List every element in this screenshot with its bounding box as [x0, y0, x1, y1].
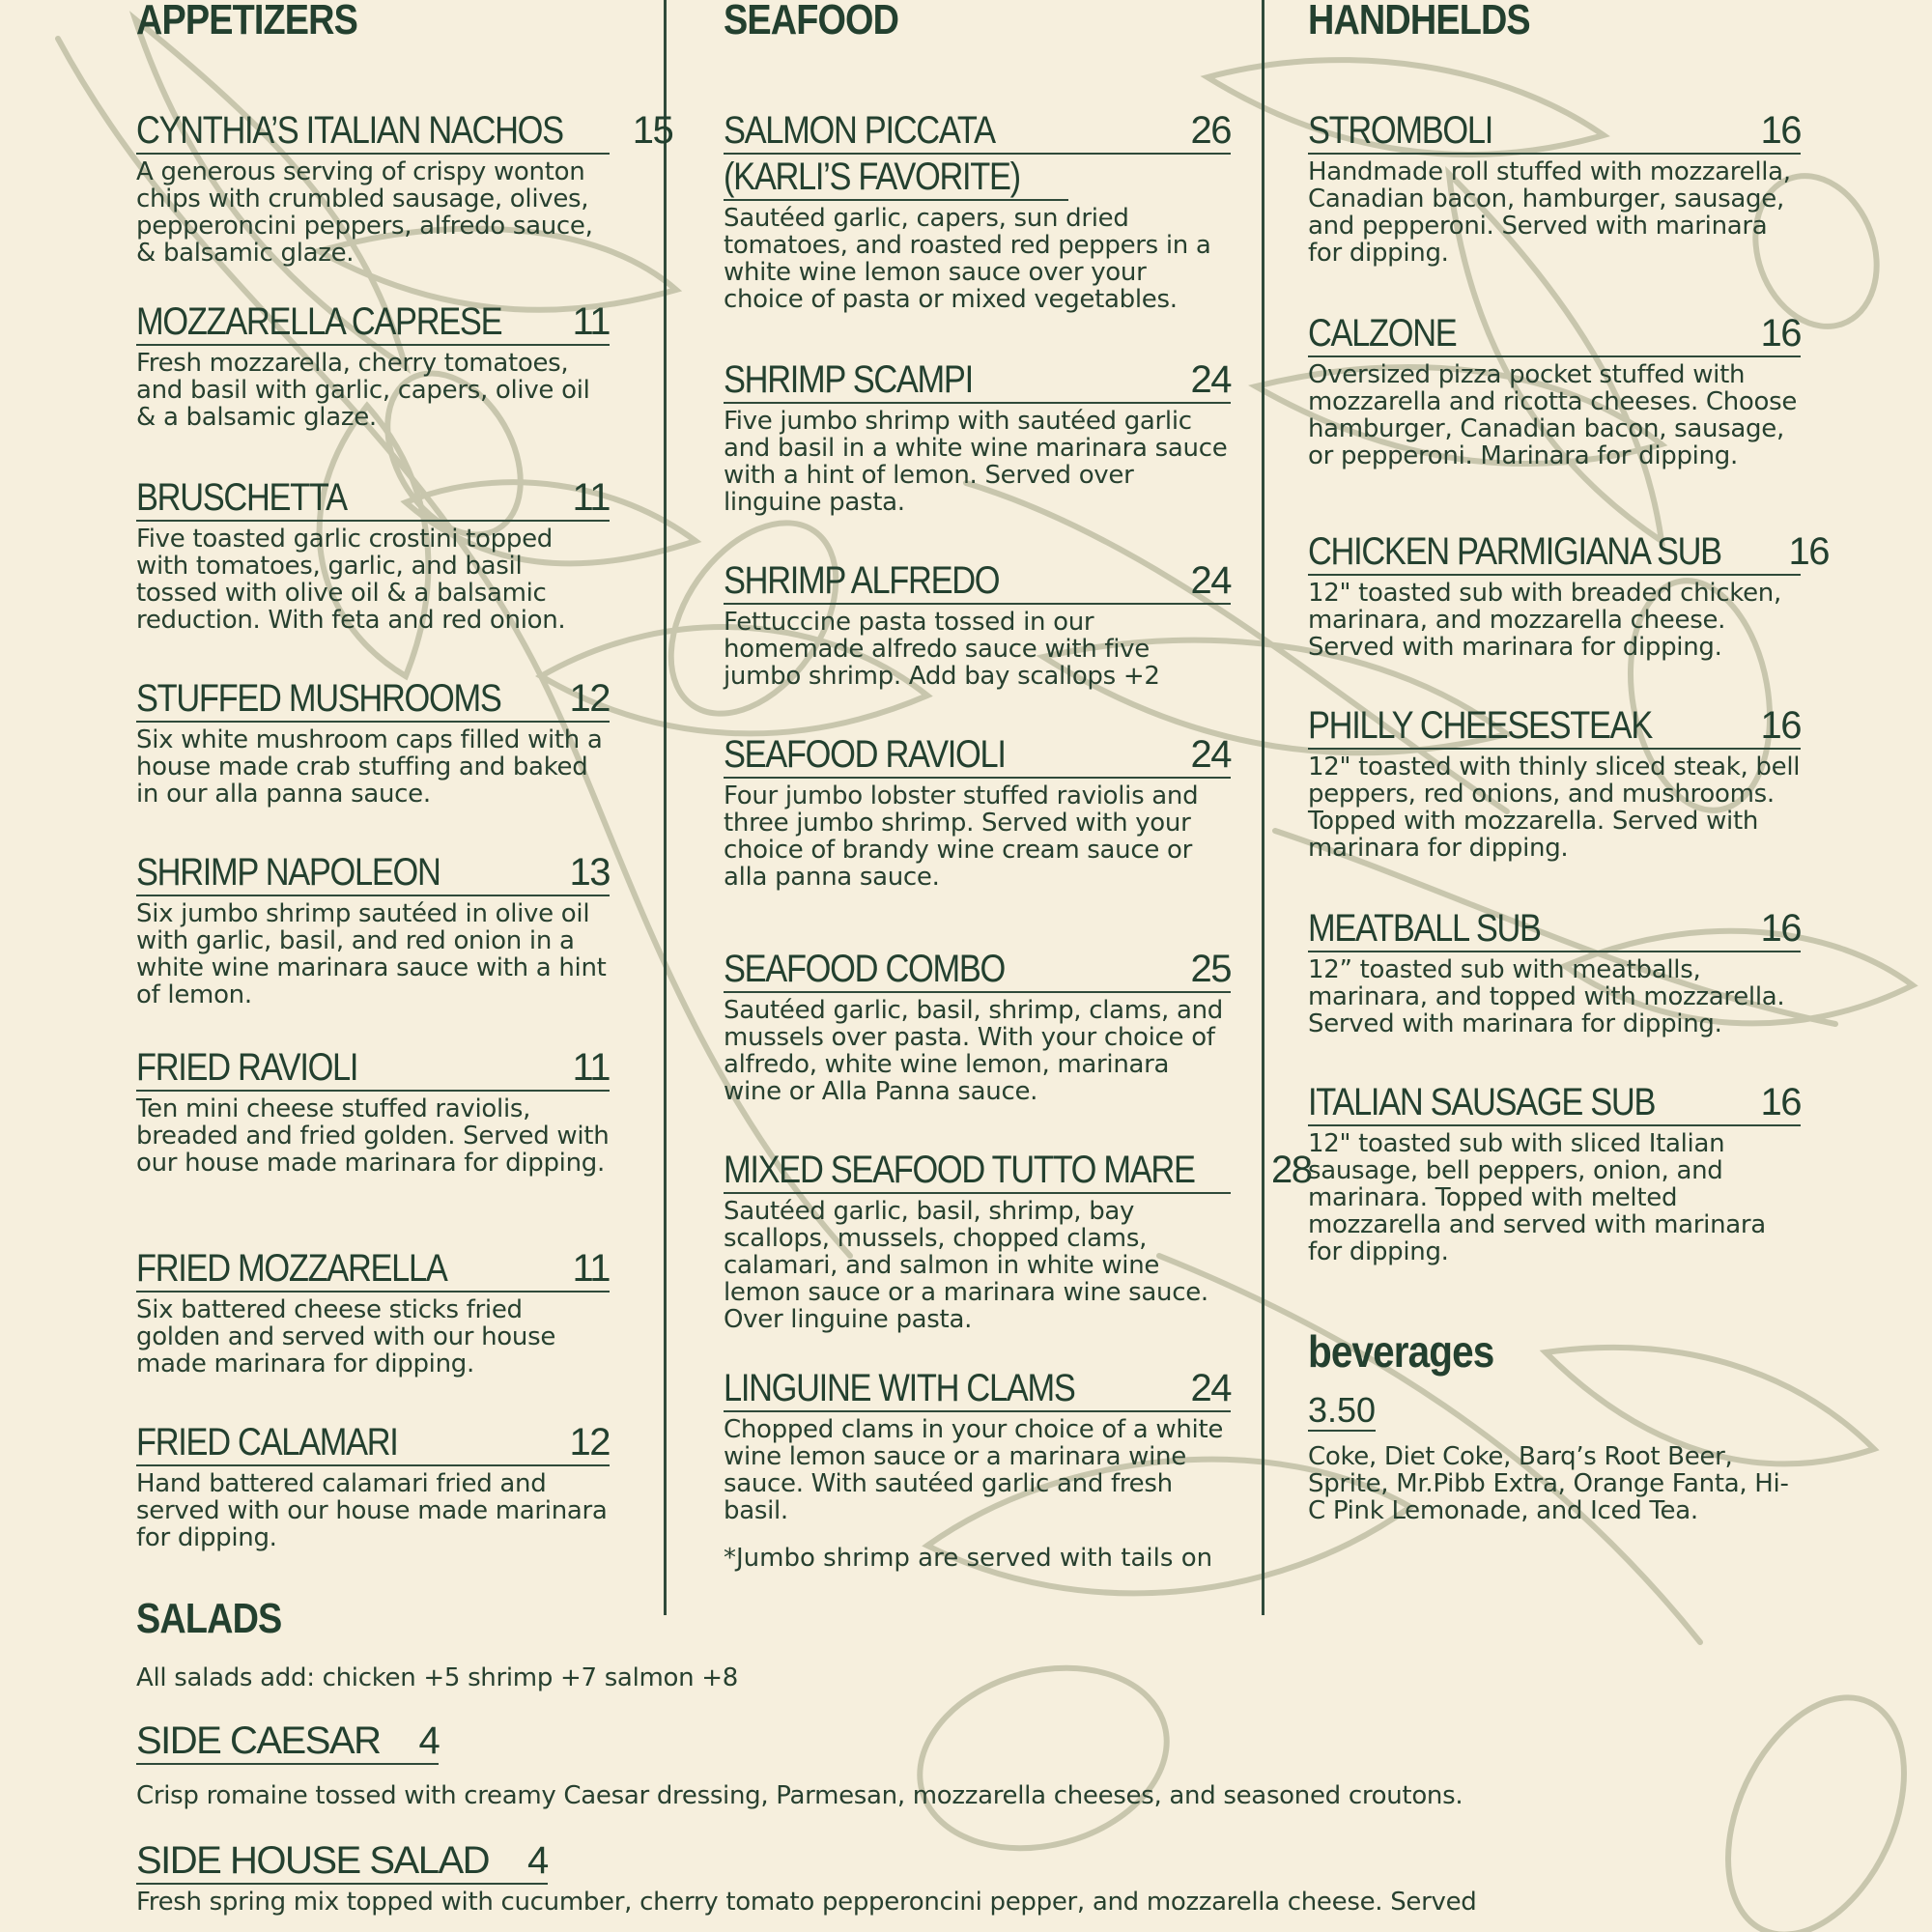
item-description: 12” toasted sub with meatballs, marinara, and topped with mozzarella. Served with marinara for dipping. [1308, 955, 1785, 1038]
item-description: Fresh mozzarella, cherry tomatoes, and basil with garlic, capers, olive oil & a balsamic glaze. [136, 349, 590, 432]
menu-item [724, 558, 1231, 690]
item-price: 16 [1788, 530, 1829, 573]
item-name: SEAFOOD COMBO [724, 948, 1005, 990]
item-price: 26 [1190, 109, 1231, 152]
item-name: SHRIMP ALFREDO [724, 559, 1000, 602]
item-price: 25 [1190, 948, 1231, 990]
item-name: SIDE HOUSE SALAD [136, 1839, 490, 1882]
item-name: CALZONE [1308, 312, 1457, 355]
item-name: STROMBOLI [1308, 109, 1493, 152]
beverages-price: 3.50 [1308, 1390, 1377, 1430]
item-price: 11 [572, 1247, 610, 1290]
footnote: *Jumbo shrimp are served with tails on [724, 1544, 1213, 1573]
item-description: Chopped clams in your choice of a white wine lemon sauce or a marinara wine sauce. With sautéed garlic and fresh basil. [724, 1415, 1224, 1525]
item-price: 15 [632, 109, 673, 152]
item-name: SEAFOOD RAVIOLI [724, 733, 1006, 776]
menu-item [1308, 108, 1801, 267]
item-price: 16 [1760, 907, 1801, 950]
item-price: 12 [569, 677, 610, 720]
item-description: A generous serving of crispy wonton chips with crumbled sausage, olives, pepperoncini peppers, alfredo sauce, & balsamic glaze. [136, 157, 593, 268]
item-price: 16 [1760, 1081, 1801, 1123]
menu-item [136, 299, 610, 431]
appetizers-section [136, 0, 673, 1552]
menu-item [1308, 311, 1801, 469]
section-title: APPETIZERS [136, 0, 358, 43]
section-title: HANDHELDS [1308, 0, 1530, 43]
item-price: 11 [572, 300, 610, 343]
item-name: CYNTHIA’S ITALIAN NACHOS [136, 109, 563, 152]
salads-section [136, 1595, 1778, 1917]
item-description: Fettuccine pasta tossed in our homemade alfredo sauce with five jumbo shrimp. Add bay scallops +2 [724, 608, 1160, 691]
item-description: Sautéed garlic, basil, shrimp, clams, and mussels over pasta. With your choice of alfredo, white wine lemon, marinara wine or Alla Panna sauce. [724, 996, 1223, 1106]
handhelds-section [1308, 0, 1829, 1525]
item-price: 24 [1190, 559, 1231, 602]
menu-item [136, 850, 610, 1009]
menu-item [136, 1246, 610, 1378]
menu-item [724, 1366, 1231, 1524]
item-description: 12" toasted sub with breaded chicken, marinara, and mozzarella cheese. Served with marinara for dipping. [1308, 579, 1781, 662]
item-name: FRIED MOZZARELLA [136, 1247, 447, 1290]
item-description: Six white mushroom caps filled with a house made crab stuffing and baked in our alla panna sauce. [136, 725, 603, 809]
item-name: MOZZARELLA CAPRESE [136, 300, 502, 343]
menu-item [724, 732, 1231, 891]
item-name: SHRIMP NAPOLEON [136, 851, 440, 894]
item-description: Sautéed garlic, basil, shrimp, bay scallops, mussels, chopped clams, calamari, and salmon in white wine lemon sauce or a marinara wine sauce. Over linguine pasta. [724, 1197, 1208, 1334]
item-name-line-2: (KARLI’S FAVORITE) [724, 156, 1020, 198]
menu-item [136, 475, 610, 634]
menu-item [1308, 1080, 1801, 1265]
item-name: PHILLY CHEESESTEAK [1308, 704, 1652, 747]
item-price: 28 [1271, 1149, 1312, 1191]
item-name: STUFFED MUSHROOMS [136, 677, 501, 720]
item-description: 12" toasted sub with sliced Italian sausage, bell peppers, onion, and marinara. Topped with melted mozzarella and served with marinara for dipping. [1308, 1129, 1766, 1266]
item-price: 16 [1760, 704, 1801, 747]
item-description: Five jumbo shrimp with sautéed garlic and basil in a white wine marinara sauce with a hint of lemon. Served over linguine pasta. [724, 407, 1228, 517]
item-name: BRUSCHETTA [136, 476, 347, 519]
beverages-description: Coke, Diet Coke, Barq’s Root Beer, Sprite, Mr.Pibb Extra, Orange Fanta, Hi-C Pink Lemonade, and Iced Tea. [1308, 1442, 1789, 1525]
item-price: 12 [569, 1421, 610, 1463]
seafood-section [724, 0, 1312, 1573]
menu-item [136, 108, 673, 268]
item-description: Sautéed garlic, capers, sun dried tomatoes, and roasted red peppers in a white wine lemon sauce over your choice of pasta or mixed vegetables. [724, 204, 1211, 314]
item-description: Crisp romaine tossed with creamy Caesar dressing, Parmesan, mozzarella cheeses, and seasoned croutons. [136, 1781, 1463, 1810]
column-divider-left [664, 0, 667, 1615]
menu-item [136, 1838, 1778, 1916]
item-price: 16 [1760, 109, 1801, 152]
section-title: SALADS [136, 1595, 282, 1642]
column-divider-right [1262, 0, 1264, 1615]
item-name: LINGUINE WITH CLAMS [724, 1367, 1075, 1409]
item-description: Handmade roll stuffed with mozzarella, Canadian bacon, hamburger, sausage, and pepperoni. Served with marinara for dipping. [1308, 157, 1791, 268]
menu-item [1308, 906, 1801, 1037]
item-description: Fresh spring mix topped with cucumber, cherry tomato pepperoncini pepper, and mozzarella cheese. Served [136, 1888, 1477, 1917]
item-name: MEATBALL SUB [1308, 907, 1541, 950]
item-price: 16 [1760, 312, 1801, 355]
item-price: 4 [527, 1839, 548, 1882]
item-description: Oversized pizza pocket stuffed with mozzarella and ricotta cheeses. Choose hamburger, Canadian bacon, sausage, or pepperoni. Marinara for dipping. [1308, 360, 1798, 470]
item-name: ITALIAN SAUSAGE SUB [1308, 1081, 1656, 1123]
item-price: 24 [1190, 358, 1231, 401]
item-description: Five toasted garlic crostini topped with tomatoes, garlic, and basil tossed with olive oil & a balsamic reduction. With feta and red onion. [136, 525, 566, 635]
section-title: SEAFOOD [724, 0, 899, 43]
item-name: FRIED RAVIOLI [136, 1046, 358, 1089]
item-name: MIXED SEAFOOD TUTTO MARE [724, 1149, 1195, 1191]
item-name: CHICKEN PARMIGIANA SUB [1308, 530, 1721, 573]
menu-item [136, 1719, 1778, 1809]
menu-item [1308, 529, 1829, 662]
menu-item [724, 357, 1231, 516]
salads-addons: All salads add: chicken +5 shrimp +7 salmon +8 [136, 1663, 738, 1692]
item-price: 13 [569, 851, 610, 894]
item-description: Ten mini cheese stuffed raviolis, breaded and fried golden. Served with our house made marinara for dipping. [136, 1094, 610, 1178]
menu-item [1308, 703, 1801, 862]
item-description: Hand battered calamari fried and served with our house made marinara for dipping. [136, 1469, 608, 1552]
item-price: 24 [1190, 1367, 1231, 1409]
item-description: 12" toasted with thinly sliced steak, bell peppers, red onions, and mushrooms. Topped with mozzarella. Served with marinara for dipping. [1308, 753, 1801, 863]
item-description: Six jumbo shrimp sautéed in olive oil with garlic, basil, and red onion in a white wine marinara sauce with a hint of lemon. [136, 899, 607, 1009]
menu-item [136, 1420, 610, 1551]
beverages-title: beverages [1308, 1326, 1494, 1377]
menu-item [724, 947, 1231, 1105]
item-name: SHRIMP SCAMPI [724, 358, 973, 401]
menu-item [724, 1148, 1312, 1334]
item-price: 11 [572, 476, 610, 519]
item-name: FRIED CALAMARI [136, 1421, 398, 1463]
menu-item [136, 676, 610, 808]
menu-item [136, 1045, 610, 1177]
item-name: SALMON PICCATA [724, 109, 995, 152]
menu-item [724, 108, 1231, 313]
item-name: SIDE CAESAR [136, 1719, 381, 1762]
item-price: 4 [418, 1719, 440, 1762]
item-price: 24 [1190, 733, 1231, 776]
item-description: Six battered cheese sticks fried golden and served with our house made marinara for dipping. [136, 1295, 556, 1378]
item-description: Four jumbo lobster stuffed raviolis and three jumbo shrimp. Served with your choice of brandy wine cream sauce or alla panna sauce. [724, 781, 1199, 892]
item-price: 11 [572, 1046, 610, 1089]
